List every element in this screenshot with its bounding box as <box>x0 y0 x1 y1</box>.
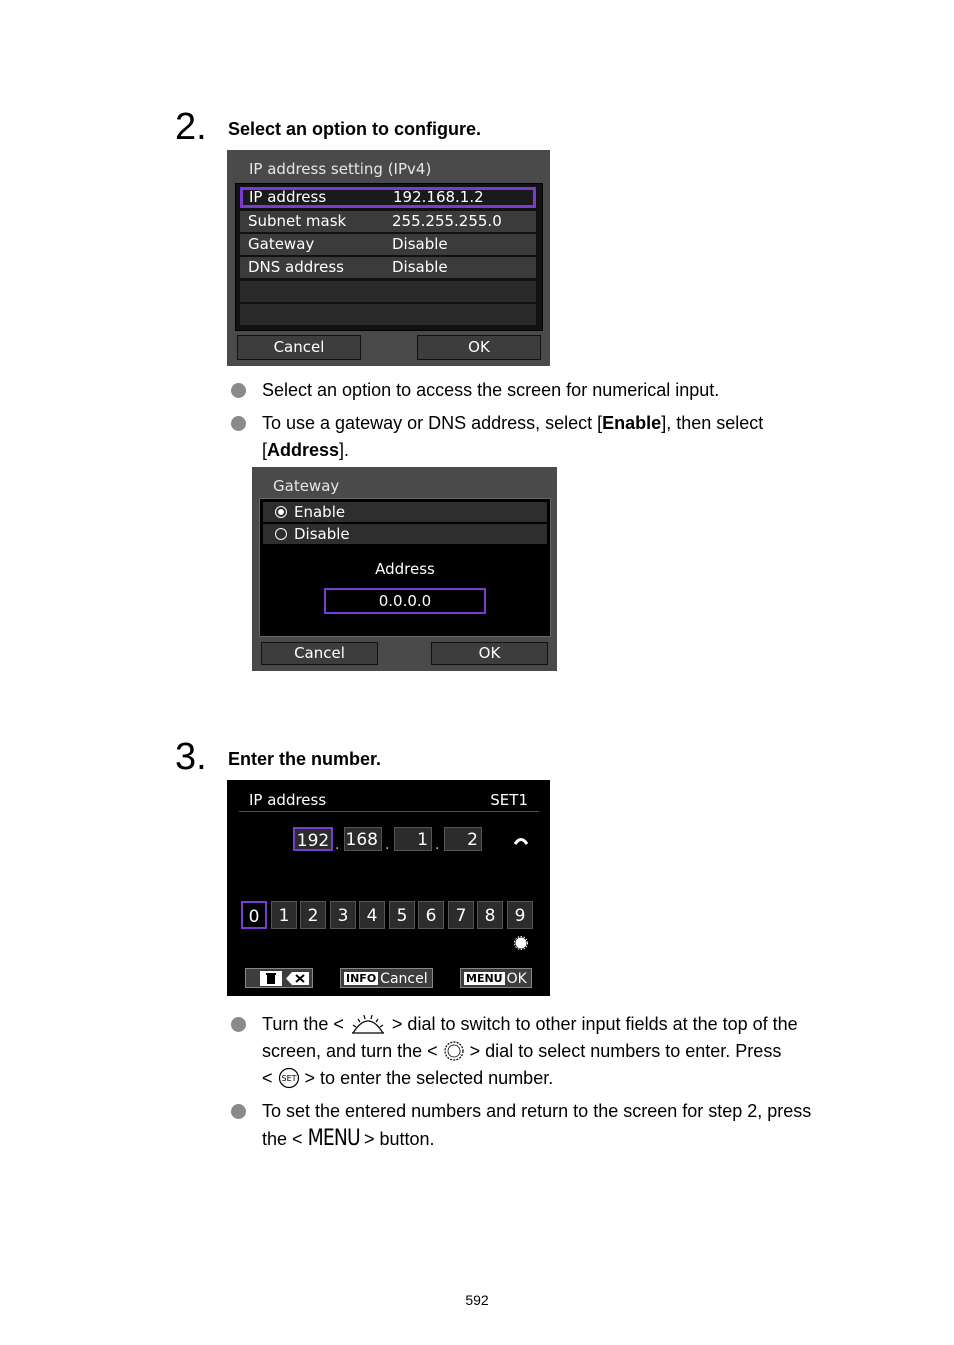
gateway-screen <box>252 467 557 671</box>
empty-row <box>240 281 536 302</box>
text: To use a gateway or DNS address, select [ <box>262 413 603 433</box>
dot-separator: . <box>435 837 440 853</box>
ok-button[interactable]: OK <box>431 642 548 665</box>
dot-separator: . <box>385 837 390 853</box>
octet-field[interactable]: 2 <box>444 827 482 851</box>
text: Turn the < <box>262 1014 344 1034</box>
row-ip-address[interactable] <box>240 187 536 208</box>
erase-button[interactable] <box>245 968 313 988</box>
enable-term: Enable <box>602 413 662 433</box>
screen-title: Gateway <box>273 477 340 495</box>
page-number: 592 <box>465 1292 489 1308</box>
trash-delete-icon <box>260 971 310 986</box>
dot-separator: . <box>335 837 340 853</box>
digit-3[interactable]: 3 <box>330 901 356 929</box>
screen-title: IP address <box>249 791 327 809</box>
row-label: Gateway <box>248 235 315 253</box>
option-label: Disable <box>294 525 350 543</box>
digit-7[interactable]: 7 <box>448 901 474 929</box>
row-label: Subnet mask <box>248 212 347 230</box>
bullet-text: Select an option to access the screen for numerical input. <box>262 380 720 400</box>
option-label: Enable <box>294 503 346 521</box>
step-2-title: Select an option to configure. <box>228 119 482 139</box>
digit-2[interactable]: 2 <box>300 901 326 929</box>
text: To set the entered numbers and return to the screen for step 2, press <box>262 1101 812 1121</box>
address-label: Address <box>375 560 435 578</box>
row-dns-address[interactable] <box>240 257 536 278</box>
digit-9[interactable]: 9 <box>507 901 533 929</box>
radio-unselected-icon <box>275 528 287 540</box>
address-term: Address <box>267 440 340 460</box>
set-label: SET1 <box>490 791 528 809</box>
address-field[interactable]: 0.0.0.0 <box>324 588 486 614</box>
digit-1[interactable]: 1 <box>271 901 297 929</box>
quick-control-dial-icon <box>443 1040 465 1062</box>
ok-button[interactable]: OK <box>417 335 541 360</box>
text: ]. <box>339 440 350 460</box>
digit-4[interactable]: 4 <box>359 901 385 929</box>
settings-list <box>235 183 543 331</box>
divider <box>239 811 539 812</box>
row-label: DNS address <box>248 258 344 276</box>
cancel-label: Cancel <box>380 971 428 987</box>
ip-address-setting-screen <box>227 150 550 366</box>
bullet <box>231 1017 246 1032</box>
step-3-title: Enter the number. <box>228 749 382 769</box>
digit-0[interactable]: 0 <box>241 901 267 929</box>
option-enable[interactable] <box>263 502 547 522</box>
ok-label: OK <box>506 971 527 987</box>
octet-field[interactable]: 1 <box>394 827 432 851</box>
text: > to enter the selected number. <box>304 1068 554 1088</box>
row-value: 255.255.255.0 <box>392 212 502 230</box>
bullet-text <box>262 1098 872 1153</box>
menu-tag: MENU <box>466 972 503 985</box>
step-3-number: 3. <box>175 736 207 778</box>
empty-row <box>240 304 536 325</box>
digit-5[interactable]: 5 <box>389 901 415 929</box>
octet-field[interactable]: 168 <box>344 827 382 851</box>
bullet <box>231 416 246 431</box>
row-value: Disable <box>392 258 448 276</box>
step-2-number: 2. <box>175 106 207 148</box>
info-cancel-button[interactable] <box>340 968 433 988</box>
cancel-button[interactable]: Cancel <box>261 642 378 665</box>
ip-address-input-screen <box>227 780 550 996</box>
bullet <box>231 383 246 398</box>
text: [ <box>262 440 268 460</box>
menu-ok-button[interactable] <box>460 968 532 988</box>
text: the < <box>262 1129 303 1149</box>
radio-selected-icon <box>275 506 287 518</box>
screen-title: IP address setting (IPv4) <box>249 160 432 178</box>
bullet-text <box>262 410 862 464</box>
text: screen, and turn the < <box>262 1041 438 1061</box>
text: > dial to select numbers to enter. Press <box>469 1041 782 1061</box>
option-disable[interactable] <box>263 524 547 544</box>
row-value: 192.168.1.2 <box>393 188 484 206</box>
main-dial-icon <box>513 835 529 845</box>
bullet <box>231 1104 246 1119</box>
svg-text:SET: SET <box>281 1074 297 1083</box>
digit-6[interactable]: 6 <box>418 901 444 929</box>
octet-field[interactable]: 192 <box>293 827 333 851</box>
text: ], then select <box>661 413 764 433</box>
text: > button. <box>364 1129 435 1149</box>
cancel-button[interactable]: Cancel <box>237 335 361 360</box>
row-label: IP address <box>249 188 327 206</box>
gateway-panel <box>259 498 551 637</box>
bullet-text <box>262 1011 872 1092</box>
text: > dial to switch to other input fields at the top of the <box>391 1014 798 1034</box>
quick-control-dial-icon <box>514 936 528 950</box>
text: < <box>262 1068 273 1088</box>
main-dial-icon <box>349 1013 387 1035</box>
row-subnet-mask[interactable] <box>240 211 536 232</box>
info-tag: INFO <box>346 972 377 985</box>
menu-button-label: MENU <box>307 1126 360 1151</box>
digit-8[interactable]: 8 <box>477 901 503 929</box>
row-value: Disable <box>392 235 448 253</box>
set-button-icon <box>278 1067 300 1089</box>
row-gateway[interactable] <box>240 234 536 255</box>
